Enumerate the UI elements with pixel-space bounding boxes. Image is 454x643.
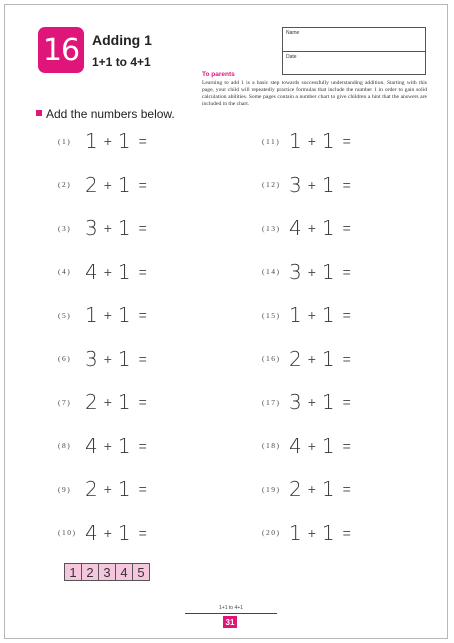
problem-number: (5): [58, 310, 72, 320]
plus-sign: +: [103, 394, 112, 410]
answer-space[interactable]: [351, 262, 391, 282]
problem-expression: [289, 521, 351, 545]
problem-expression: [289, 129, 351, 153]
plus-sign: +: [103, 220, 112, 236]
problem-expression: [85, 173, 147, 197]
problem-number: (17): [262, 397, 281, 407]
answer-space[interactable]: [147, 262, 187, 282]
number-chart-cell: 5: [137, 564, 145, 580]
addition-problem: [58, 259, 187, 285]
date-label: Date: [286, 54, 297, 60]
plus-sign: +: [307, 437, 316, 454]
addition-problem: [58, 389, 187, 415]
equals-sign: =: [342, 176, 351, 193]
problem-number: (19): [262, 484, 281, 494]
addition-problem: [58, 520, 187, 546]
addition-problem: [262, 520, 391, 546]
problem-number: (13): [262, 223, 281, 233]
problem-expression: [85, 347, 147, 371]
addend-b: 1: [117, 433, 131, 458]
answer-space[interactable]: [351, 175, 391, 195]
addend-a: 3: [289, 259, 302, 284]
plus-sign: +: [307, 220, 316, 236]
addend-a: 1: [289, 303, 302, 327]
answer-space[interactable]: [147, 175, 187, 195]
page-subtitle: 1+1 to 4+1: [92, 55, 151, 69]
answer-space[interactable]: [147, 479, 187, 499]
addend-b: 1: [321, 259, 335, 284]
page-number: 31: [223, 616, 237, 628]
problem-expression: [85, 390, 147, 414]
problem-number: (4): [58, 267, 72, 276]
lesson-number-badge: 16: [38, 27, 84, 73]
answer-space[interactable]: [351, 305, 391, 325]
addend-a: 1: [85, 303, 98, 327]
footer-text: 1+1 to 4+1: [219, 605, 243, 611]
problem-number: (7): [58, 397, 72, 407]
problem-expression: [289, 477, 351, 501]
problem-expression: [289, 434, 351, 458]
equals-sign: =: [138, 394, 147, 410]
addend-b: 1: [321, 520, 335, 545]
problem-expression: [289, 216, 351, 240]
answer-space[interactable]: [147, 218, 187, 238]
addend-a: 3: [289, 390, 302, 414]
answer-space[interactable]: [351, 392, 391, 412]
addition-problem: [262, 172, 391, 198]
plus-sign: +: [307, 481, 316, 497]
addition-problem: [262, 302, 391, 328]
problem-number: (18): [262, 441, 281, 450]
addend-a: 1: [85, 129, 98, 153]
addend-a: 3: [85, 216, 98, 240]
addition-problem: [262, 128, 391, 154]
bullet-square-icon: [36, 110, 42, 116]
problem-expression: [85, 260, 147, 284]
equals-sign: =: [342, 263, 351, 280]
addend-b: 1: [321, 433, 335, 458]
answer-space[interactable]: [147, 305, 187, 325]
number-chart-cell: 1: [65, 564, 82, 580]
problem-expression: [289, 390, 351, 414]
problem-number: (6): [58, 354, 72, 363]
page-title: Adding 1: [92, 32, 152, 48]
plus-sign: +: [103, 524, 112, 541]
plus-sign: +: [103, 307, 112, 323]
name-date-box: [282, 27, 426, 75]
problem-number: (14): [262, 267, 281, 276]
addend-b: 1: [117, 303, 131, 327]
addition-problem: [58, 433, 187, 459]
equals-sign: =: [138, 350, 147, 367]
number-chart-cell: 2: [82, 564, 99, 580]
equals-sign: =: [342, 394, 351, 410]
problem-expression: [289, 173, 351, 197]
addend-b: 1: [321, 390, 335, 414]
problem-number: (3): [58, 223, 72, 233]
answer-space[interactable]: [147, 392, 187, 412]
addend-b: 1: [321, 303, 335, 327]
equals-sign: =: [342, 524, 351, 541]
equals-sign: =: [342, 133, 351, 149]
addend-b: 1: [321, 346, 335, 371]
addition-problem: [262, 346, 391, 372]
problem-expression: [85, 434, 147, 458]
plus-sign: +: [103, 133, 112, 149]
answer-space[interactable]: [147, 131, 187, 151]
instruction-text: Add the numbers below.: [46, 107, 175, 121]
addend-b: 1: [321, 172, 335, 197]
addend-b: 1: [117, 172, 131, 197]
equals-sign: =: [138, 263, 147, 280]
parents-label: To parents: [202, 71, 235, 78]
addend-a: 2: [289, 346, 302, 371]
addend-a: 3: [289, 172, 302, 197]
addend-b: 1: [117, 216, 131, 240]
problem-number: (8): [58, 441, 72, 450]
problem-expression: [289, 347, 351, 371]
addend-a: 1: [289, 129, 302, 153]
addend-a: 2: [85, 390, 98, 414]
addend-b: 1: [117, 520, 131, 545]
plus-sign: +: [307, 307, 316, 323]
addend-b: 1: [117, 129, 131, 153]
equals-sign: =: [342, 437, 351, 454]
problem-number: (12): [262, 180, 281, 189]
problem-expression: [85, 129, 147, 153]
addition-problem: [262, 433, 391, 459]
equals-sign: =: [342, 307, 351, 323]
addition-problem: [58, 302, 187, 328]
addition-problem: [262, 259, 391, 285]
problem-number: (1): [58, 136, 72, 146]
problem-expression: [289, 303, 351, 327]
addition-problem: [58, 172, 187, 198]
addend-b: 1: [117, 390, 131, 414]
plus-sign: +: [103, 176, 112, 193]
addition-problem: [58, 476, 187, 502]
answer-space[interactable]: [351, 349, 391, 369]
answer-space[interactable]: [351, 479, 391, 499]
addition-problem: [262, 476, 391, 502]
instruction: [36, 107, 175, 121]
problem-expression: [85, 477, 147, 501]
answer-space[interactable]: [351, 218, 391, 238]
date-field[interactable]: [283, 52, 425, 75]
number-chart-cell: 4: [116, 564, 133, 580]
addend-a: 4: [289, 433, 302, 458]
plus-sign: +: [103, 481, 112, 497]
problem-expression: [85, 303, 147, 327]
equals-sign: =: [138, 437, 147, 454]
number-chart-cell: 3: [99, 564, 116, 580]
name-label: Name: [286, 30, 300, 36]
problem-number: (20): [262, 528, 281, 537]
number-chart: [64, 563, 150, 581]
addend-a: 4: [85, 259, 98, 284]
addition-problem: [58, 346, 187, 372]
equals-sign: =: [342, 350, 351, 367]
problem-number: (15): [262, 310, 281, 320]
addend-a: 4: [85, 520, 98, 545]
addend-b: 1: [117, 259, 131, 284]
plus-sign: +: [307, 350, 316, 367]
problem-number: (10): [58, 528, 77, 537]
problem-number: (16): [262, 354, 281, 363]
plus-sign: +: [307, 394, 316, 410]
answer-space[interactable]: [147, 349, 187, 369]
footer-divider: [185, 613, 277, 614]
equals-sign: =: [138, 133, 147, 149]
equals-sign: =: [138, 176, 147, 193]
addend-a: 2: [85, 477, 98, 501]
answer-space[interactable]: [147, 523, 187, 543]
addend-a: 2: [85, 172, 98, 197]
name-field[interactable]: [283, 28, 425, 52]
addition-problem: [58, 215, 187, 241]
plus-sign: +: [307, 176, 316, 193]
addend-b: 1: [117, 346, 131, 371]
answer-space[interactable]: [351, 436, 391, 456]
addition-problem: [262, 215, 391, 241]
plus-sign: +: [307, 524, 316, 541]
equals-sign: =: [138, 481, 147, 497]
equals-sign: =: [138, 220, 147, 236]
addend-a: 4: [289, 216, 302, 240]
problem-expression: [289, 260, 351, 284]
problem-expression: [85, 521, 147, 545]
addend-b: 1: [117, 477, 131, 501]
plus-sign: +: [103, 437, 112, 454]
addition-problem: [58, 128, 187, 154]
plus-sign: +: [307, 263, 316, 280]
addend-b: 1: [321, 129, 335, 153]
addend-a: 1: [289, 520, 302, 545]
equals-sign: =: [138, 524, 147, 541]
answer-space[interactable]: [351, 131, 391, 151]
problem-expression: [85, 216, 147, 240]
parents-text: Learning to add 1 is a basic step towards successfully understanding addition. Starting with this page, your child will repeatedly practice formulas that include the number 1 in order to gain solid calculation abilities. Some pages contain a number chart to give children a hint that the answers are included in the chart.: [202, 80, 427, 107]
problem-number: (9): [58, 484, 72, 494]
addition-problem: [262, 389, 391, 415]
answer-space[interactable]: [147, 436, 187, 456]
equals-sign: =: [342, 481, 351, 497]
addend-a: 4: [85, 433, 98, 458]
addend-b: 1: [321, 216, 335, 240]
plus-sign: +: [103, 263, 112, 280]
addend-a: 2: [289, 477, 302, 501]
problem-number: (11): [262, 136, 281, 146]
answer-space[interactable]: [351, 523, 391, 543]
addend-b: 1: [321, 477, 335, 501]
addend-a: 3: [85, 346, 98, 371]
problem-number: (2): [58, 180, 72, 189]
plus-sign: +: [307, 133, 316, 149]
equals-sign: =: [342, 220, 351, 236]
equals-sign: =: [138, 307, 147, 323]
plus-sign: +: [103, 350, 112, 367]
